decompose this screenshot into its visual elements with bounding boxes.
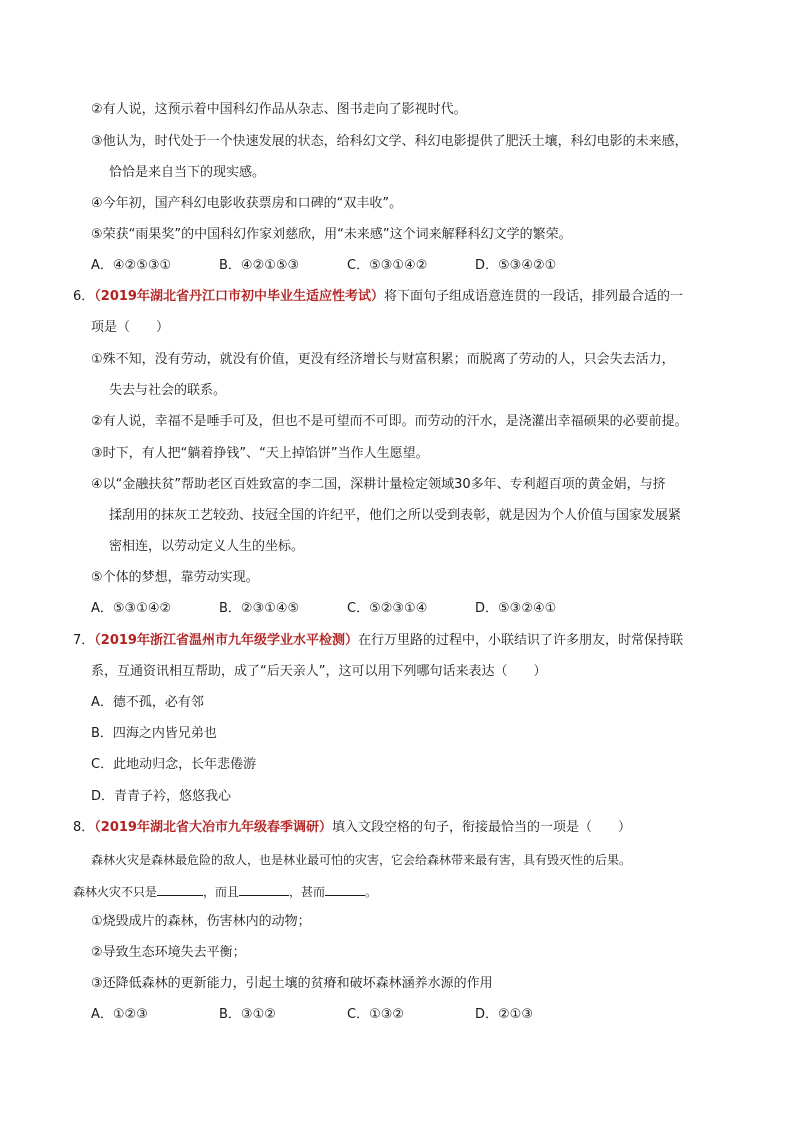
q8-option-d: D．②①③ — [475, 1007, 533, 1022]
q6-options — [91, 600, 603, 618]
q5-option-c: C．⑤③①④② — [347, 258, 428, 273]
q8-item-1: ①烧毁成片的森林，伤害林内的动物； — [91, 914, 311, 929]
q7-source: （2019年浙江省温州市九年级学业水平检测） — [94, 633, 358, 648]
q8-option-a: A．①②③ — [91, 1007, 148, 1022]
q8-stem — [73, 819, 631, 837]
q6-item-4-line-2: 揉刮用的抹灰工艺较劲、技冠全国的许纪平，他们之所以受到表彰，就是因为个人价值与国家发展紧 — [109, 508, 682, 523]
q6-number: 6． — [73, 289, 95, 304]
q5-option-d: D．⑤③④②① — [475, 258, 557, 273]
q8-number: 8． — [73, 820, 95, 835]
q5-option-a: A．④②⑤③① — [91, 258, 172, 273]
q5-item-3-line-1: ③他认为，时代处于一个快速发展的状态，给科幻文学、科幻电影提供了肥沃土壤，科幻电影的未来感， — [91, 134, 688, 149]
q7-stem-text: 在行万里路的过程中，小联结识了许多朋友，时常保持联 — [357, 633, 683, 648]
q6-item-3: ③时下，有人把“躺着挣钱”、“天上掉馅饼”当作人生愿望。 — [91, 446, 429, 461]
q7-stem-line-2: 系，互通资讯相互帮助，成了“后天亲人”，这可以用下列哪句话来表达（ ） — [91, 664, 547, 679]
q5-item-2: ②有人说，这预示着中国科幻作品从杂志、图书走向了影视时代。 — [91, 102, 467, 117]
q7-option-c: C．此地动归念，长年悲倦游 — [91, 757, 257, 772]
q8-item-2: ②导致生态环境失去平衡； — [91, 945, 246, 960]
q8-item-3: ③还降低森林的更新能力，引起土壤的贫瘠和破坏森林涵养水源的作用 — [91, 976, 493, 991]
q6-item-5: ⑤个体的梦想，靠劳动实现。 — [91, 570, 259, 585]
q6-stem-line-1 — [73, 288, 683, 306]
q5-item-5: ⑤荣获“雨果奖”的中国科幻作家刘慈欣，用“未来感”这个词来解释科幻文学的繁荣。 — [91, 227, 572, 242]
q8-blank-2 — [239, 882, 289, 896]
q5-item-4: ④今年初，国产科幻电影收获票房和口碑的“双丰收”。 — [91, 196, 403, 211]
q8-blank-3 — [325, 882, 365, 896]
q5-item-3-line-2: 恰恰是来自当下的现实感。 — [109, 165, 266, 180]
q8-blank-1 — [157, 882, 203, 896]
q8-passage-text-1: 森林火灾不只是 — [73, 885, 158, 899]
q8-passage-line-1: 森林火灾是森林最危险的敌人，也是林业最可怕的灾害，它会给森林带来最有害，具有毁灭性的后果。 — [91, 853, 632, 867]
q8-passage-text-2: ，而且 — [203, 885, 240, 899]
q6-item-4-line-3: 密相连，以劳动定义人生的坐标。 — [109, 539, 305, 554]
q6-option-d: D．⑤③②④① — [475, 601, 557, 616]
q8-passage-text-4: 。 — [365, 885, 378, 899]
q7-number: 7． — [73, 633, 95, 648]
q6-option-a: A．⑤③①④② — [91, 601, 172, 616]
q8-passage-line-2 — [73, 882, 377, 901]
q8-options — [91, 1006, 603, 1024]
q7-option-a: A．德不孤，必有邻 — [91, 695, 204, 710]
q8-option-b: B．③①② — [219, 1007, 276, 1022]
q6-stem-line-2: 项是（ ） — [91, 320, 170, 335]
q7-stem-line-1 — [73, 632, 683, 650]
q7-option-b: B．四海之内皆兄弟也 — [91, 726, 217, 741]
q6-option-b: B．②③①④⑤ — [219, 601, 300, 616]
q6-source: （2019年湖北省丹江口市初中毕业生适应性考试） — [94, 289, 384, 304]
q6-item-1-line-1: ①殊不知，没有劳动，就没有价值，更没有经济增长与财富积累；而脱离了劳动的人，只会失去活力， — [91, 352, 675, 367]
q6-stem-text: 将下面句子组成语意连贯的一段话，排列最合适的一 — [383, 289, 683, 304]
q7-option-d: D．青青子衿，悠悠我心 — [91, 789, 232, 804]
q8-option-c: C．①③② — [347, 1007, 405, 1022]
q6-item-4-line-1: ④以“金融扶贫”帮助老区百姓致富的李二国，深耕计量检定领域30多年、专利超百项的黄金娟，与挤 — [91, 477, 666, 492]
q6-item-1-line-2: 失去与社会的联系。 — [109, 383, 227, 398]
q8-source: （2019年湖北省大冶市九年级春季调研） — [94, 820, 332, 835]
q6-option-c: C．⑤②③①④ — [347, 601, 428, 616]
q6-item-2: ②有人说，幸福不是唾手可及，但也不是可望而不可即。而劳动的汗水，是浇灌出幸福硕果的必要前提。 — [91, 414, 688, 429]
q5-option-b: B．④②①⑤③ — [219, 258, 300, 273]
q5-options — [91, 257, 603, 275]
q8-stem-text: 填入文段空格的句子，衔接最恰当的一项是（ ） — [331, 820, 631, 835]
q8-passage-text-3: ，甚而 — [289, 885, 326, 899]
